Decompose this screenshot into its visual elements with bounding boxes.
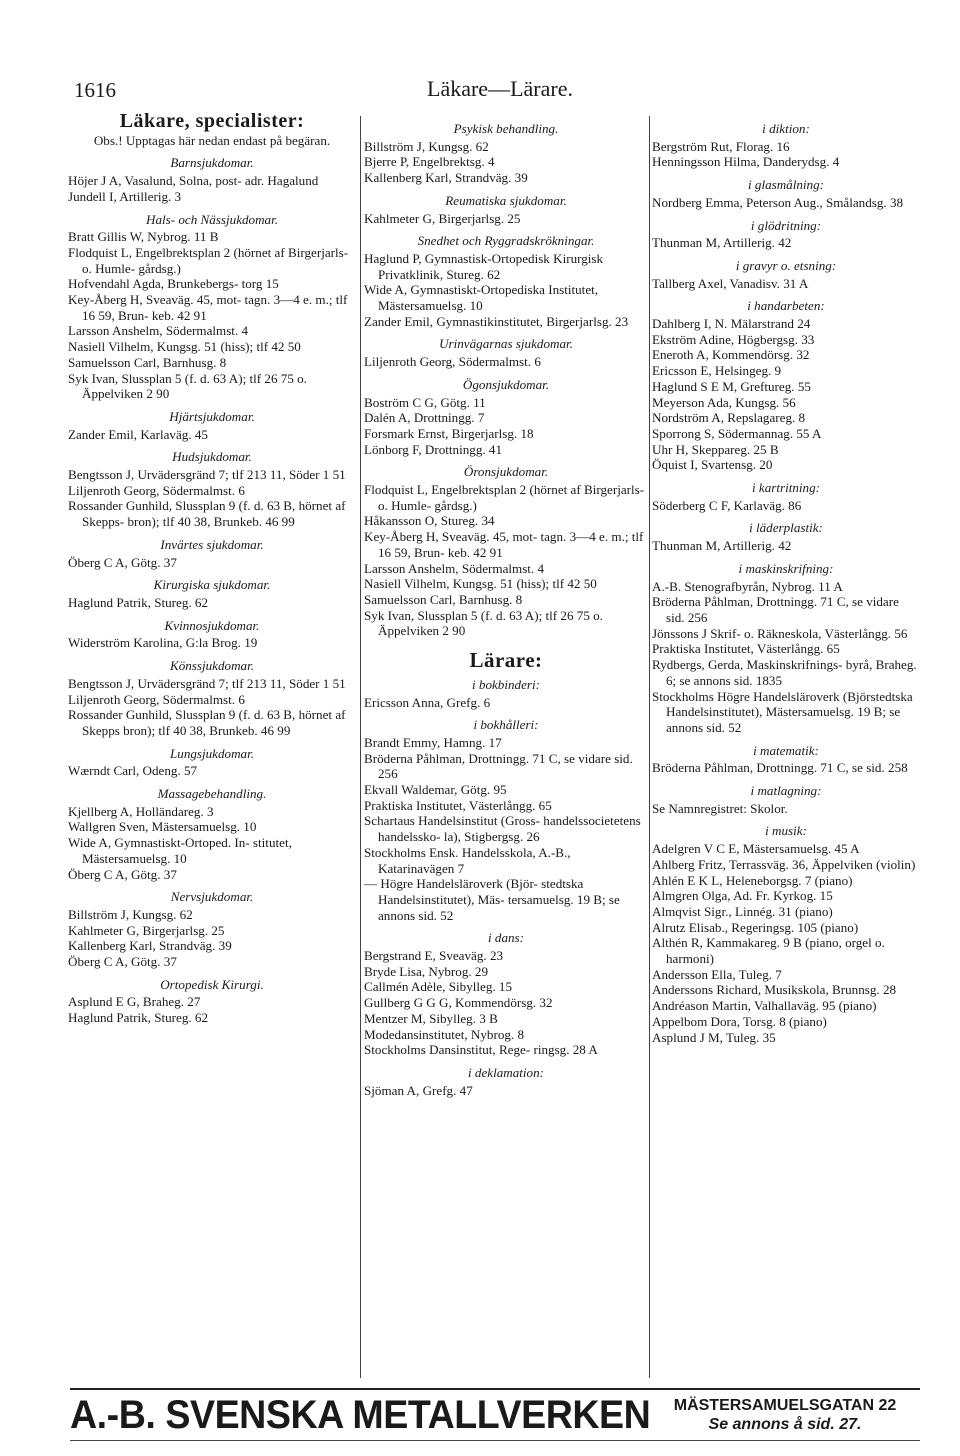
directory-entry: Höjer J A, Vasalund, Solna, post- adr. Hagalund [68,173,319,189]
directory-entry: Widerström Karolina, G:la Brog. 19 [68,635,258,651]
directory-entry: Eneroth A, Kommendörsg. 32 [652,347,810,363]
section-heading: i glödritning: [750,217,822,233]
section-heading: Kirurgiska sjukdomar. [153,577,271,593]
page-number: 1616 [74,78,116,102]
directory-entry: Ericsson Anna, Grefg. 6 [364,694,491,710]
directory-entry: Haglund P, Gymnastisk-Ortopedisk Kirurgisk Privatklinik, Stureg. 62 [364,250,604,282]
directory-entry: Öquist I, Svartensg. 20 [652,457,773,473]
directory-entry: Modedansinstitutet, Nybrog. 8 [364,1026,525,1042]
directory-entry: Syk Ivan, Slussplan 5 (f. d. 63 A); tlf 26 75 o. Äppelviken 2 90 [364,607,603,639]
directory-entry: Lönborg F, Drottningg. 41 [364,441,503,457]
advertisement-banner [70,1394,922,1436]
section-heading: i gravyr o. etsning: [735,257,837,273]
running-head: Läkare—Lärare. [427,76,573,101]
directory-entry: Bröderna Påhlman, Drottningg. 71 C, se vidare sid. 256 [364,750,633,782]
section-heading: Könssjukdomar. [169,658,255,674]
section-heading: Reumatiska sjukdomar. [445,192,567,208]
directory-entry: Althén R, Kammakareg. 9 B (piano, orgel o. harmoni) [652,935,885,967]
banner-reference: Se annons å sid. 27. [708,1416,862,1433]
directory-entry: Gullberg G G G, Kommendörsg. 32 [364,995,553,1011]
section-list [652,121,920,1045]
column-note: Obs.! Upptagas här nedan endast på begäran. [93,132,331,148]
directory-entry: Almgren Olga, Ad. Fr. Kyrkog. 15 [652,888,833,904]
directory-entry: Ahlén E K L, Heleneborgsg. 7 (piano) [652,872,853,888]
section-heading: Barnsjukdomar. [170,155,254,171]
section-heading: Ortopedisk Kirurgi. [160,976,264,992]
directory-entry: Bengtsson J, Urvädersgränd 7; tlf 213 11, Söder 1 51 [68,467,346,483]
directory-entry: Nordberg Emma, Peterson Aug., Smålandsg. 38 [652,194,904,210]
directory-entry: Samuelsson Carl, Barnhusg. 8 [68,354,227,370]
directory-entry: Billström J, Kungsg. 62 [68,906,193,922]
directory-entry: Forsmark Ernst, Birgerjarlsg. 18 [364,425,534,441]
directory-entry: Larsson Anshelm, Södermalmst. 4 [68,323,249,339]
directory-entry: Bröderna Påhlman, Drottningg. 71 C, se sid. 258 [652,760,908,776]
directory-entry: Stockholms Dansinstitut, Rege- ringsg. 28 A [364,1042,598,1058]
section-heading: Hjärtsjukdomar. [169,408,255,424]
directory-entry: Callmén Adèle, Sibylleg. 15 [364,979,513,995]
section-heading: Kvinnosjukdomar. [164,617,260,633]
directory-entry: Syk Ivan, Slussplan 5 (f. d. 63 A); tlf 26 75 o. Äppelviken 2 90 [68,370,307,402]
section-heading: Ögonsjukdomar. [462,376,550,392]
section-heading: i kartritning: [751,480,820,496]
directory-entry: Praktiska Institutet, Västerlångg. 65 [364,797,552,813]
column-title: Lärare: [469,648,543,673]
banner-company: A.-B. SVENSKA METALLVERKEN [70,1393,651,1437]
column-right [652,114,920,1045]
directory-entry: Bergström Rut, Florag. 16 [652,138,790,154]
directory-entry: Ericsson E, Helsingeg. 9 [652,363,782,379]
directory-entry: Almqvist Sigr., Linnég. 31 (piano) [652,903,833,919]
directory-entry: Bratt Gillis W, Nybrog. 11 B [68,229,219,245]
directory-entry: Asplund E G, Braheg. 27 [68,994,201,1010]
directory-entry: Håkansson O, Stureg. 34 [364,513,495,529]
directory-entry: Mentzer M, Sibylleg. 3 B [364,1010,498,1026]
directory-entry: Bengtsson J, Urvädersgränd 7; tlf 213 11, Söder 1 51 [68,675,346,691]
directory-entry: Bryde Lisa, Nybrog. 29 [364,963,489,979]
directory-entry: Sporrong S, Södermannag. 55 A [652,425,822,441]
section-heading: Nervsjukdomar. [170,889,254,905]
directory-entry: A.-B. Stenografbyrån, Nybrog. 11 A [652,578,843,594]
directory-entry: Jundell I, Artillerig. 3 [68,188,182,204]
directory-entry: Thunman M, Artillerig. 42 [652,235,792,251]
banner-address-block [648,1396,922,1434]
directory-entry: Billström J, Kungsg. 62 [364,138,489,154]
directory-entry: Andersson Ella, Tuleg. 7 [652,966,782,982]
directory-entry: Öberg C A, Götg. 37 [68,554,177,570]
directory-entry: Nasiell Vilhelm, Kungsg. 51 (hiss); tlf 42 50 [68,339,301,355]
directory-entry: Liljenroth Georg, Södermalmst. 6 [364,354,541,370]
directory-entry: Hofvendahl Agda, Brunkebergs- torg 15 [68,276,279,292]
banner-address: MÄSTERSAMUELSGATAN 22 [673,1397,897,1414]
directory-entry: Nordström A, Repslagareg. 8 [652,410,806,426]
directory-entry: Bröderna Påhlman, Drottningg. 71 C, se vidare sid. 256 [652,594,899,625]
directory-entry: Asplund J M, Tuleg. 35 [652,1029,776,1045]
banner-top-rule [70,1388,920,1390]
directory-entry: Flodquist L, Engelbrektsplan 2 (hörnet af Birgerjarls- o. Humle- gårdsg.) [364,482,645,513]
banner-bottom-rule [70,1440,920,1441]
directory-entry: Ekström Adine, Högbergsg. 33 [652,331,815,347]
directory-entry: Wallgren Sven, Mästersamuelsg. 10 [68,819,257,835]
directory-entry: Rossander Gunhild, Slussplan 9 (f. d. 63 B, hörnet af Skepps bron); tlf 40 38, Brunkeb. 46 99 [68,707,346,738]
directory-entry: Se Namnregistret: Skolor. [652,800,788,816]
directory-entry: Nasiell Vilhelm, Kungsg. 51 (hiss); tlf 42 50 [364,576,597,592]
directory-entry: Wide A, Gymnastiskt-Ortopediska Institutet, Mästersamuelsg. 10 [364,282,599,314]
directory-entry: Praktiska Institutet, Västerlångg. 65 [652,641,840,657]
section-heading: i glasmålning: [747,177,825,193]
directory-entry: Kahlmeter G, Birgerjarlsg. 25 [68,922,225,938]
section-heading: Snedhet och Ryggradskrökningar. [417,233,595,249]
directory-entry: Söderberg C F, Karlaväg. 86 [652,497,802,513]
section-heading: i dans: [487,930,524,946]
section-list [364,121,648,639]
directory-entry: Samuelsson Carl, Barnhusg. 8 [364,591,523,607]
directory-entry: Öberg C A, Götg. 37 [68,954,177,970]
column-middle [364,114,648,1098]
directory-entry: Haglund Patrik, Stureg. 62 [68,1010,209,1026]
directory-entry: Key-Åberg H, Sveaväg. 45, mot- tagn. 3—4 e. m.; tlf 16 59, Brun- keb. 42 91 [68,292,348,323]
directory-entry: Tallberg Axel, Vanadisv. 31 A [652,275,809,291]
directory-entry: Key-Åberg H, Sveaväg. 45, mot- tagn. 3—4 e. m.; tlf 16 59, Brun- keb. 42 91 [364,529,644,560]
directory-entry: Larsson Anshelm, Södermalmst. 4 [364,560,545,576]
directory-entry: Kallenberg Karl, Strandväg. 39 [68,938,232,954]
directory-entry: Zander Emil, Karlaväg. 45 [68,426,208,442]
section-heading: Öronsjukdomar. [463,464,549,480]
directory-entry: Jönssons J Skrif- o. Räkneskola, Västerlångg. 56 [652,625,908,641]
directory-entry: Zander Emil, Gymnastikinstitutet, Birgerjarlsg. 23 [364,313,629,329]
directory-entry: Bergstrand E, Sveaväg. 23 [364,948,504,964]
directory-entry: Haglund S E M, Greftureg. 55 [652,378,811,394]
directory-entry: — Högre Handelsläroverk (Björ- stedtska Handelsinstitutet), Mäs- tersamuelsg. 19 B; se annons sid. 52 [364,876,620,923]
directory-entry: Rossander Gunhild, Slussplan 9 (f. d. 63 B, hörnet af Skepps- bron); tlf 40 38, Brunkeb. 46 99 [68,498,346,530]
column-left [68,110,356,1026]
column-title: Läkare, specialister: [119,110,305,132]
directory-entry: Kallenberg Karl, Strandväg. 39 [364,170,528,186]
section-heading: Urinvägarnas sjukdomar. [439,336,573,352]
directory-entry: Schartaus Handelsinstitut (Gross- handelssocietetens handelssko- la), Stigbergsg. 26 [364,813,641,845]
directory-entry: Meyerson Ada, Kungsg. 56 [652,394,796,410]
directory-entry: Öberg C A, Götg. 37 [68,866,177,882]
directory-entry: Anderssons Richard, Musikskola, Brunnsg. 28 [652,982,897,998]
directory-entry: Liljenroth Georg, Södermalmst. 6 [68,482,245,498]
section-heading: i matlagning: [750,783,822,799]
section-heading: i handarbeten: [747,298,825,314]
directory-entry: Haglund Patrik, Stureg. 62 [68,594,209,610]
directory-entry: Brandt Emmy, Hamng. 17 [364,734,502,750]
section-heading: i maskinskrifning: [738,560,834,576]
directory-entry: Stockholms Ensk. Handelsskola, A.-B., Katarinavägen 7 [364,844,571,876]
section-heading: Psykisk behandling. [453,121,559,136]
directory-entry: Kahlmeter G, Birgerjarlsg. 25 [364,210,521,226]
directory-entry: Thunman M, Artillerig. 42 [652,538,792,554]
section-heading: i matematik: [753,742,819,758]
section-heading: Hals- och Nässjukdomar. [145,211,279,227]
directory-entry: Andréason Martin, Valhallaväg. 95 (piano) [652,998,877,1014]
directory-entry: Appelbom Dora, Torsg. 8 (piano) [652,1013,827,1029]
section-heading: i bokhålleri: [473,717,539,733]
column-rule-left [360,116,361,1378]
section-heading: Invärtes sjukdomar. [160,536,264,552]
section-list [364,677,648,1099]
directory-entry: Sjöman A, Grefg. 47 [364,1082,473,1098]
section-heading: i bokbinderi: [471,676,540,692]
section-heading: i deklamation: [468,1064,544,1080]
directory-entry: Liljenroth Georg, Södermalmst. 6 [68,691,245,707]
section-heading: i läderplastik: [749,520,823,536]
directory-entry: Wærndt Carl, Odeng. 57 [68,763,198,779]
section-heading: Massagebehandling. [157,786,267,802]
section-list [68,155,356,1025]
directory-entry: Ahlberg Fritz, Terrassväg. 36, Äppelviken (violin) [652,856,916,872]
directory-entry: Boström C G, Götg. 11 [364,394,486,410]
directory-entry: Dahlberg I, N. Mälarstrand 24 [652,316,811,332]
directory-entry: Ekvall Waldemar, Götg. 95 [364,782,507,798]
section-heading: i diktion: [762,121,810,136]
section-heading: Hudsjukdomar. [172,449,252,465]
directory-entry: Stockholms Högre Handelsläroverk (Björstedtska Handelsinstitutet), Mästersamuelsg. 19 B; se annons sid. 52 [652,688,913,735]
directory-entry: Henningsson Hilma, Danderydsg. 4 [652,154,840,170]
directory-entry: Alrutz Elisab., Regeringsg. 105 (piano) [652,919,859,935]
section-heading: i musik: [765,823,807,839]
directory-entry: Kjellberg A, Holländareg. 3 [68,803,214,819]
section-heading: Lungsjukdomar. [169,745,255,761]
directory-entry: Dalén A, Drottningg. 7 [364,410,485,426]
directory-entry: Flodquist L, Engelbrektsplan 2 (hörnet af Birgerjarls- o. Humle- gårdsg.) [68,244,349,276]
directory-entry: Bjerre P, Engelbrektsg. 4 [364,154,495,170]
directory-entry: Adelgren V C E, Mästersamuelsg. 45 A [652,841,860,857]
column-rule-right [649,116,650,1378]
directory-entry: Wide A, Gymnastiskt-Ortoped. In- stitutet, Mästersamuelsg. 10 [68,835,292,866]
directory-entry: Uhr H, Skeppareg. 25 B [652,441,779,457]
directory-entry: Rydbergs, Gerda, Maskinskrifnings- byrå, Braheg. 6; se annons sid. 1835 [652,657,917,688]
